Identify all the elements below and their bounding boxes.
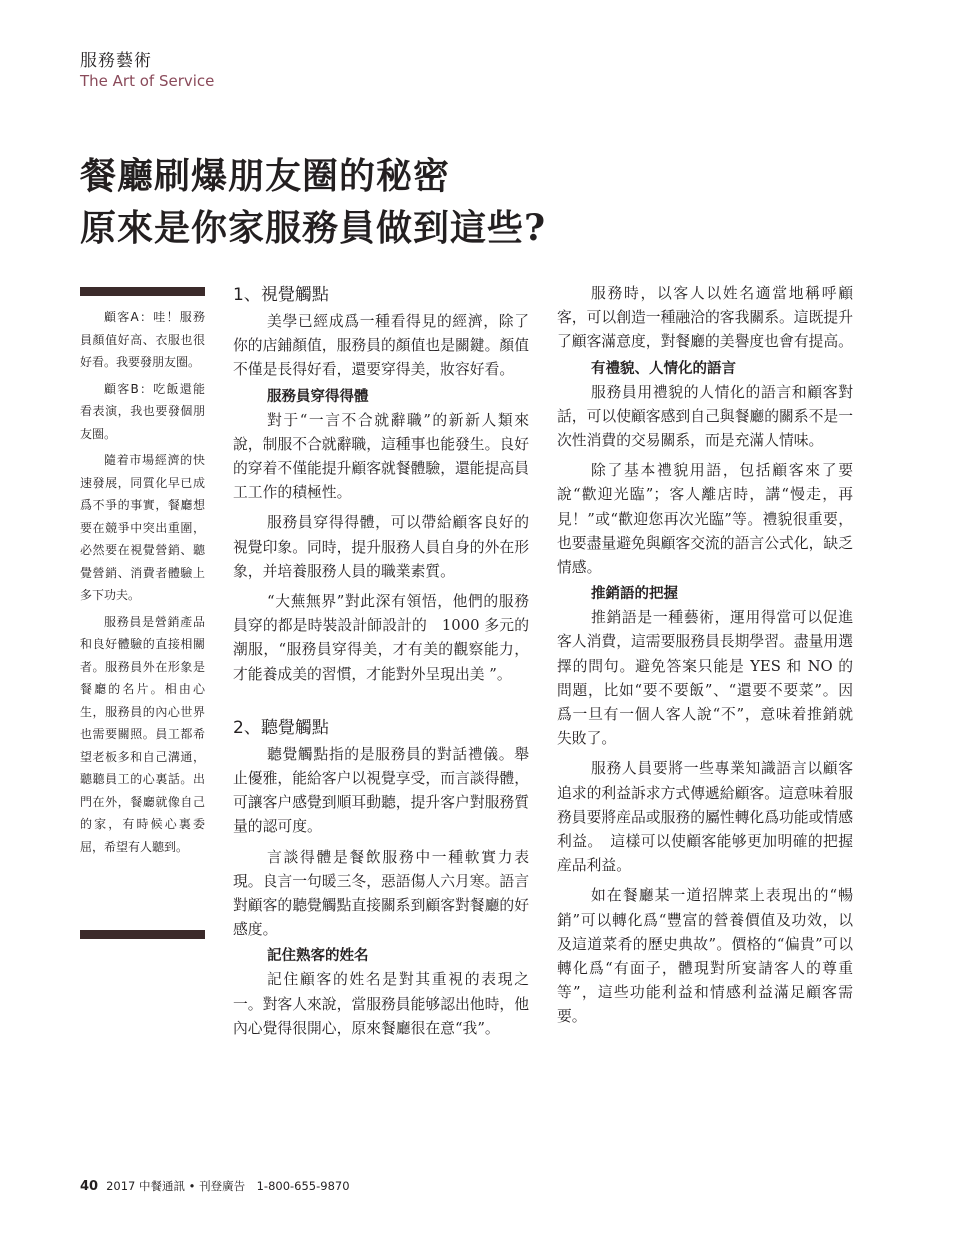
page-footer [80, 1178, 350, 1194]
publication-info: 2017 中餐通訊 • 刊登廣告 1-800-655-9870 [106, 1179, 350, 1193]
section-label: 服務藝術 [80, 51, 152, 71]
article-column-1 [233, 282, 529, 1041]
sidebar-paragraph: 隨着市場經濟的快速發展，同質化早已成爲不爭的事實，餐廳想要在競爭中突出重圍，必然要在視覺營銷、聽覺營銷、消費者體驗上多下功夫。 [80, 453, 205, 602]
body-paragraph: “大蕪無界”對此深有領悟，他們的服務員穿的都是時裝設計師設計的 1000 多元的潮服，“服務員穿得美，才有美的觀察能力，才能養成美的習慣，才能對外呈現出美 ”。 [233, 593, 529, 683]
page-number: 40 [80, 1179, 99, 1194]
body-paragraph: 如在餐廳某一道招牌菜上表現出的“暢銷”可以轉化爲“豐富的營養價值及功效，以及這道菜肴的歷史典故”。價格的“偏貴”可以轉化爲“有面子，體現對所宴請客人的尊重等”，這些功能利益和情感利益滿足顧客需要。 [557, 887, 853, 1026]
sidebar-paragraph: 服務員是營銷產品和良好體驗的直接相關者。服務員外在形象是餐廳的名片。相由心生，服務員的內心世界也需要關照。員工都希望老板多和自己溝通，聽聽員工的心裏話。出門在外，餐廳就像自己的家，有時候心裏委屈，希望有人聽到。 [80, 614, 205, 854]
section-heading-visual: 1、視覺觸點 [233, 285, 329, 305]
body-paragraph: 推銷語是一種藝術，運用得當可以促進客人消費，這需要服務員長期學習。盡量用選擇的問句。避免答案只能是 YES 和 NO 的問題，比如“要不要飯”、“還要不要菜”。因爲一旦有一個人客人說“不”，意味着推銷就失敗了。 [557, 609, 853, 748]
page-title-line-2: 原來是你家服務員做到這些? [80, 207, 547, 249]
section-label-english: The Art of Service [80, 72, 215, 90]
subheading-polite-language: 有禮貌、人情化的語言 [591, 360, 736, 377]
sidebar-paragraph: 顧客A：哇！服務員顏值好高、衣服也很好看。我要發朋友圈。 [80, 310, 205, 369]
page-title-line-1: 餐廳刷爆朋友圈的秘密 [80, 155, 451, 197]
body-paragraph: 聽覺觸點指的是服務員的對話禮儀。舉止優雅，能給客户以視覺享受，而言談得體，可讓客户感覺到順耳動聽，提升客户對服務質量的認可度。 [233, 745, 529, 836]
sidebar-quote [80, 306, 205, 862]
sidebar-bottom-rule [80, 930, 205, 939]
body-paragraph: 對于“一言不合就辭職”的新新人類來說，制服不合就辭職，這種事也能發生。良好的穿着不僅能提升顧客就餐體驗，還能提高員工工作的積極性。 [233, 411, 529, 502]
body-paragraph: 服務人員要將一些專業知識語言以顧客追求的利益訴求方式傳遞給顧客。這意味着服務員要將産品或服務的屬性轉化爲功能或情感利益。 這樣可以使顧客能够更加明確的把握産品利益。 [557, 760, 853, 875]
subheading-names: 記住熟客的姓名 [267, 948, 369, 965]
subheading-sales-language: 推銷語的把握 [591, 586, 678, 603]
body-paragraph: 言談得體是餐飲服務中一種軟實力表現。良言一句暖三冬，惡語傷人六月寒。語言對顧客的聽覺觸點直接關系到顧客對餐廳的好感度。 [233, 848, 529, 939]
sidebar-top-rule [80, 287, 205, 296]
body-paragraph: 記住顧客的姓名是對其重視的表現之一。對客人來說，當服務員能够認出他時，他內心覺得很開心，原來餐廳很在意“我”。 [233, 971, 529, 1037]
section-heading-auditory: 2、聽覺觸點 [233, 717, 329, 738]
body-paragraph: 服務時，以客人以姓名適當地稱呼顧客，可以創造一種融洽的客我關系。這既提升了顧客滿意度，對餐廳的美譽度也會有提高。 [557, 285, 853, 351]
article-column-2 [557, 282, 853, 1030]
sidebar-paragraph: 顧客B：吃飯還能看表演，我也要發個朋友圈。 [80, 381, 205, 441]
body-paragraph: 服務員用禮貌的人情化的語言和顧客對話，可以使顧客感到自己與餐廳的關系不是一次性消費的交易關系，而是充滿人情味。 [557, 383, 853, 450]
subheading-dress: 服務員穿得得體 [267, 388, 369, 405]
body-paragraph: 美學已經成爲一種看得見的經濟，除了你的店鋪顏值，服務員的顏值也是關鍵。顏值不僅是長得好看，還要穿得美，妝容好看。 [233, 313, 529, 379]
body-paragraph: 服務員穿得得體，可以帶給顧客良好的視覺印象。同時，提升服務人員自身的外在形象，并培養服務人員的職業素質。 [233, 514, 529, 580]
body-paragraph: 除了基本禮貌用語，包括顧客來了要說“歡迎光臨”；客人離店時，講“慢走，再見！”或“歡迎您再次光臨”等。禮貌很重要，也要盡量避免與顧客交流的語言公式化，缺乏情感。 [557, 462, 853, 577]
